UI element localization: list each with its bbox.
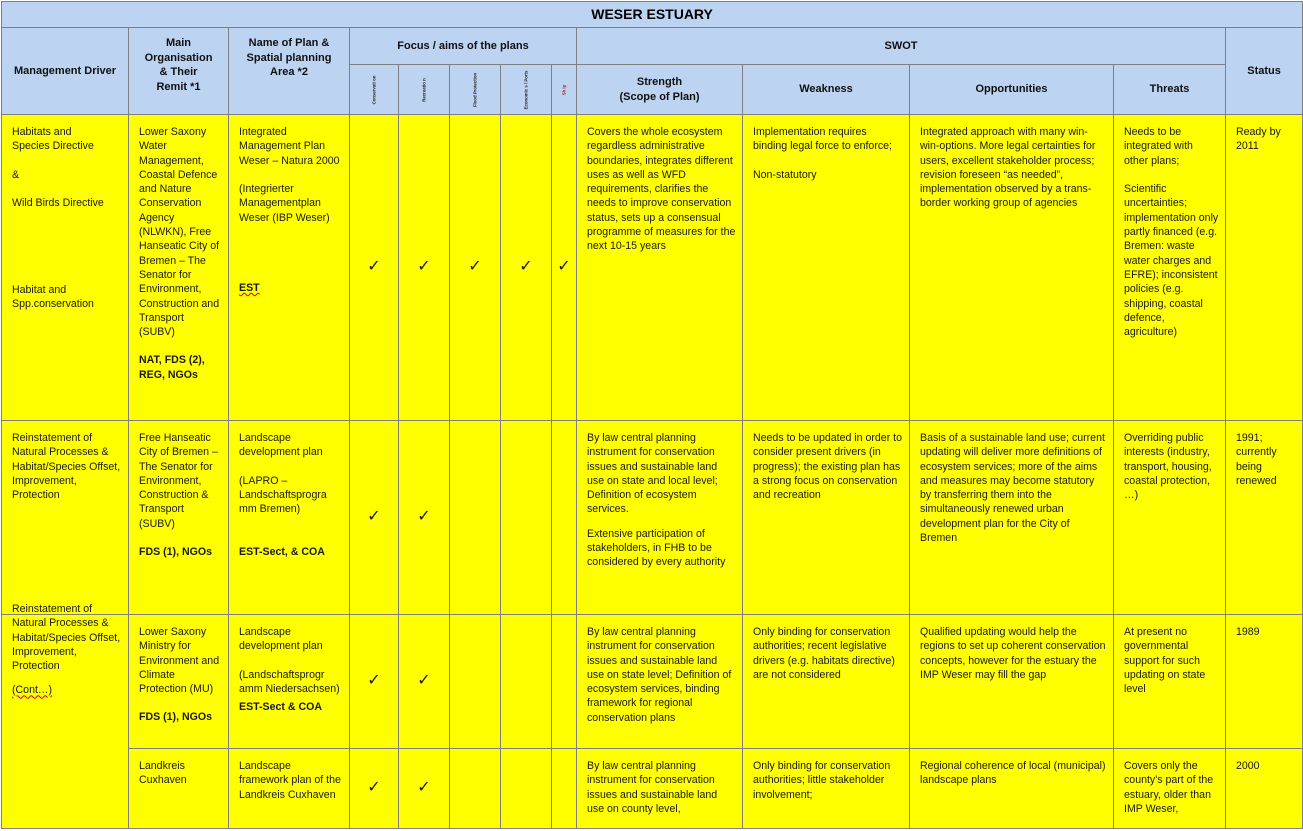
focus-empty [552, 615, 577, 749]
focus-tick: ✓ [350, 749, 399, 829]
header-opportunities: Opportunities [910, 65, 1114, 115]
header-main-organisation: Main Organisation & Their Remit *1 [129, 28, 229, 115]
focus-label-economics: Economic s / Ports [523, 70, 529, 109]
weakness-text: Only binding for conservation authorities; little stakeholder involvement; [753, 760, 891, 801]
organisation-cell [129, 421, 229, 615]
header-plan-name: Name of Plan & Spatial planning Area *2 [229, 28, 350, 115]
header-threats: Threats [1114, 65, 1226, 115]
strength-cell [577, 115, 743, 421]
status-cell [1226, 749, 1303, 829]
status-text: 1989 [1236, 626, 1260, 638]
plan-text: Landscape development plan (Landschaftsprogr amm Niedersachsen) [239, 626, 340, 696]
organisation-text: Free Hanseatic City of Bremen –The Senator for Environment, Construction & Transport (SUBV) [139, 432, 218, 530]
header-strength: Strength (Scope of Plan) [577, 65, 743, 115]
status-cell [1226, 115, 1303, 421]
remit-text: FDS (1), NGOs [139, 546, 212, 559]
driver-cell [2, 421, 129, 615]
header-row-1 [2, 28, 1303, 65]
organisation-cell [129, 749, 229, 829]
strength-text: By law central planning instrument for conservation issues and sustainable land use on county level, [587, 760, 718, 815]
plan-text: Integrated Management Plan Weser – Natura 2000 (Integrierter Managementplan Weser (IBP Weser) [239, 126, 340, 224]
weakness-text: Implementation requires binding legal force to enforce; Non-statutory [753, 126, 892, 181]
table-row [2, 421, 1303, 615]
strength-cell [577, 615, 743, 749]
weakness-cell [743, 615, 910, 749]
threats-cell [1114, 615, 1226, 749]
remit-text: FDS (1), NGOs [139, 711, 212, 724]
organisation-text: Landkreis Cuxhaven [139, 760, 187, 787]
opportunities-text: Qualified updating would help the regions to set up coherent conservation concepts, however for the estuary the IMP Weser may fill the gap [920, 626, 1106, 681]
planning-area-text: EST-Sect & COA [239, 701, 323, 714]
driver-text: Habitats and Species Directive & Wild Birds Directive [12, 126, 104, 210]
weakness-text: Only binding for conservation authorities; recent legislative drivers (e.g. habitats directive) are not considered [753, 626, 895, 681]
weakness-cell [743, 421, 910, 615]
header-focus-flood [450, 65, 501, 115]
focus-empty [450, 615, 501, 749]
status-cell [1226, 421, 1303, 615]
plan-cell [229, 115, 350, 421]
table-row [2, 749, 1303, 829]
table-row [2, 615, 1303, 749]
focus-empty [501, 421, 552, 615]
organisation-cell [129, 115, 229, 421]
driver-cell [2, 115, 129, 421]
header-focus-aims: Focus / aims of the plans [350, 28, 577, 65]
focus-empty [450, 749, 501, 829]
plan-cell [229, 749, 350, 829]
plan-text: Landscape development plan (LAPRO – Landschaftsprogra mm Bremen) [239, 432, 327, 516]
organisation-text: Lower Saxony Ministry for Environment and Climate Protection (MU) [139, 626, 220, 696]
focus-label-shipping: Sh ip [561, 84, 567, 95]
focus-tick: ✓ [350, 615, 399, 749]
header-focus-conservation [350, 65, 399, 115]
focus-tick: ✓ [399, 749, 450, 829]
focus-empty [552, 421, 577, 615]
table-title: WESER ESTUARY [2, 2, 1303, 28]
driver-text: Reinstatement of Natural Processes & Habitat/Species Offset, Improvement, Protection [12, 603, 121, 673]
focus-tick: ✓ [399, 615, 450, 749]
weser-estuary-table [1, 1, 1303, 829]
focus-tick: ✓ [450, 115, 501, 421]
organisation-cell [129, 615, 229, 749]
header-management-driver: Management Driver [2, 28, 129, 115]
focus-tick: ✓ [399, 421, 450, 615]
focus-label-flood: Flood Protection [472, 72, 478, 107]
opportunities-cell [910, 115, 1114, 421]
strength-text: By law central planning instrument for conservation issues and sustainable land use on state and local level; Definition of ecosystem services. [587, 432, 718, 516]
opportunities-cell [910, 421, 1114, 615]
header-status: Status [1226, 28, 1303, 115]
strength-text: By law central planning instrument for conservation issues and sustainable land use on state level; Definition of ecosystem services, binding framework for regional conservation plans [587, 626, 732, 724]
organisation-text: Lower Saxony Water Management, Coastal Defence and Nature Conservation Agency (NLWKN), Free Hanseatic City of Bremen – The Senator for Environment, Construction and Transport (SUBV) [139, 126, 220, 339]
header-focus-shipping [552, 65, 577, 115]
status-text: 2000 [1236, 760, 1260, 772]
opportunities-text: Integrated approach with many win-win-options. More legal certainties for users, excellent stakeholder process; revision foreseen “as needed”, implementation observed by a trans-border working group of agencies [920, 126, 1096, 210]
header-focus-economics [501, 65, 552, 115]
strength-text: Covers the whole ecosystem regardless administrative boundaries, integrates different uses as well as WFD requirements, clarifies the needs to improve conservation status, sets up a consensual programme of measures for the next 10-15 years [587, 126, 736, 253]
threats-text: Overriding public interests (industry, transport, housing, coastal protection, …) [1124, 432, 1212, 502]
focus-tick: ✓ [552, 115, 577, 421]
status-cell [1226, 615, 1303, 749]
threats-cell [1114, 749, 1226, 829]
opportunities-cell [910, 749, 1114, 829]
planning-area-text: EST [239, 282, 260, 295]
focus-empty [501, 749, 552, 829]
driver-cell [2, 603, 129, 829]
header-swot: SWOT [577, 28, 1226, 65]
weakness-text: Needs to be updated in order to consider present drivers (in progress); the existing plan has a strong focus on conservation and recreation [753, 432, 903, 502]
header-weakness: Weakness [743, 65, 910, 115]
focus-empty [450, 421, 501, 615]
opportunities-cell [910, 615, 1114, 749]
strength-text-2: Extensive participation of stakeholders, in FHB to be considered by every authority [587, 527, 726, 569]
plan-cell [229, 615, 350, 749]
threats-text: At present no governmental support for such updating on state level [1124, 626, 1206, 696]
plan-cell [229, 421, 350, 615]
status-text: Ready by 2011 [1236, 126, 1281, 153]
focus-tick: ✓ [501, 115, 552, 421]
plan-text: Landscape framework plan of the Landkreis Cuxhaven [239, 760, 341, 801]
opportunities-text: Basis of a sustainable land use; current updating will deliver more definitions of ecosystem services; more of the aims and measures may become statutory by transferring them into the simultaneously renewed urban development plan for the City of Bremen [920, 432, 1105, 545]
focus-tick: ✓ [399, 115, 450, 421]
weakness-cell [743, 749, 910, 829]
driver-cont-text: (Cont…) [12, 684, 53, 697]
threats-cell [1114, 115, 1226, 421]
focus-empty [552, 749, 577, 829]
opportunities-text: Regional coherence of local (municipal) landscape plans [920, 760, 1106, 787]
threats-text: Needs to be integrated with other plans; Scientific uncertainties; implementation only partly financed (e.g. Bremen: waste water charges and EFRE); inconsistent policies (e.g. shipping, coastal defence, agriculture) [1124, 126, 1219, 339]
focus-label-conservation: Conservati on [371, 75, 377, 104]
strength-cell [577, 749, 743, 829]
header-focus-recreation [399, 65, 450, 115]
threats-text: Covers only the county's part of the estuary, older than IMP Weser, [1124, 760, 1214, 815]
threats-cell [1114, 421, 1226, 615]
table-row [2, 115, 1303, 421]
remit-text: NAT, FDS (2), REG, NGOs [139, 354, 205, 381]
title-row [2, 2, 1303, 28]
focus-empty [501, 615, 552, 749]
weakness-cell [743, 115, 910, 421]
planning-area-text: EST-Sect, & COA [239, 545, 325, 558]
focus-tick: ✓ [350, 421, 399, 615]
driver-text: Reinstatement of Natural Processes & Habitat/Species Offset, Improvement, Protection [12, 432, 121, 502]
driver-text-2: Habitat and Spp.conservation [12, 283, 94, 311]
strength-cell [577, 421, 743, 615]
status-text: 1991; currently being renewed [1236, 432, 1277, 487]
focus-tick: ✓ [350, 115, 399, 421]
focus-label-recreation: Recreatio n [421, 77, 427, 102]
